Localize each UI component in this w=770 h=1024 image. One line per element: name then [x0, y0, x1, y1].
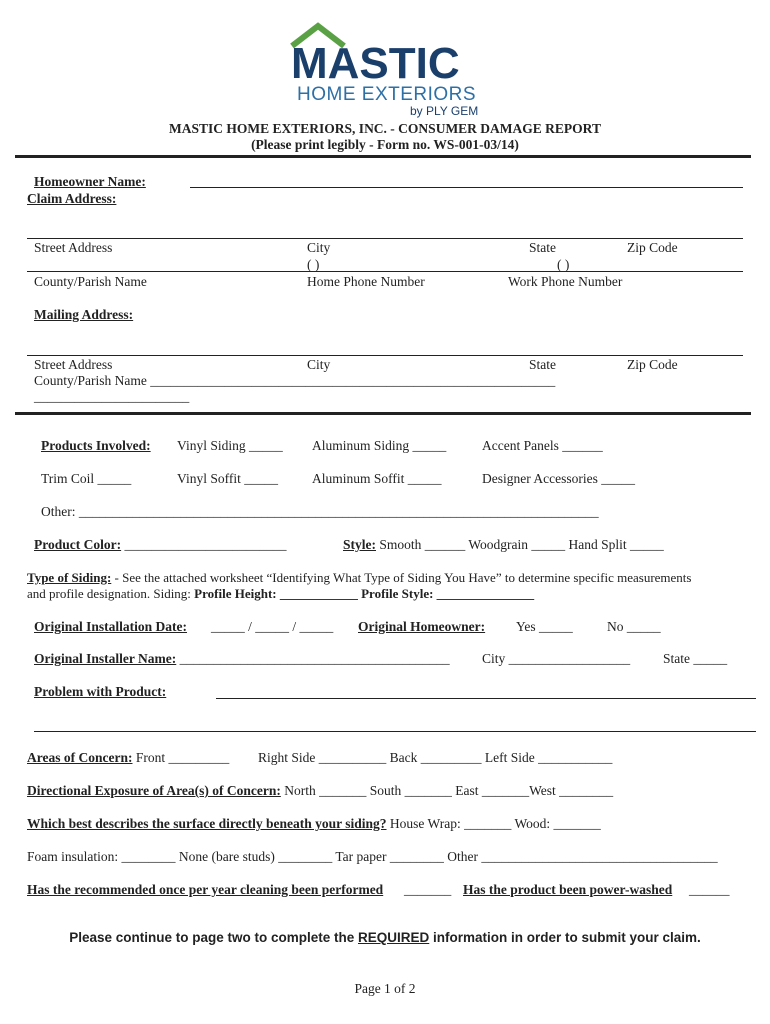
claim-county-caption: County/Parish Name: [34, 274, 147, 289]
mastic-logo: [285, 22, 485, 122]
mailing-zip-caption: Zip Code: [627, 357, 678, 372]
installer-row: [34, 651, 450, 667]
installer-name-field[interactable]: ________________________________________: [176, 651, 450, 666]
power-washed-label: Has the product been power-washed: [463, 882, 673, 897]
home-phone-area: ( ): [307, 257, 320, 272]
siding-type-line2: [27, 586, 534, 602]
style-row: [343, 537, 664, 553]
problem-field-line2[interactable]: [34, 731, 756, 732]
exposure-label: Directional Exposure of Area(s) of Concern:: [27, 783, 281, 798]
side-fields[interactable]: Right Side __________ Back _________ Left Side ___________: [258, 750, 613, 765]
mailing-county-continuation[interactable]: _______________________: [34, 389, 190, 404]
installer-state-field[interactable]: State _____: [663, 651, 728, 666]
claim-zip-caption: Zip Code: [627, 240, 678, 255]
required-text: REQUIRED: [358, 930, 430, 945]
aluminum-siding-option[interactable]: Aluminum Siding _____: [312, 438, 447, 453]
mailing-address-label: Mailing Address:: [34, 307, 134, 322]
mailing-divider: [15, 412, 751, 415]
continue-text-start: Please continue to page two to complete the: [69, 930, 358, 945]
continue-text-end: information in order to submit your claim.: [429, 930, 701, 945]
header-divider: [15, 155, 751, 158]
product-color-label: Product Color:: [34, 537, 122, 552]
areas-label: Areas of Concern:: [27, 750, 133, 765]
form-title: MASTIC HOME EXTERIORS, INC. - CONSUMER DAMAGE REPORT: [169, 121, 601, 136]
homeowner-name-field[interactable]: [190, 187, 743, 188]
cleaning-field[interactable]: _______: [404, 882, 452, 897]
front-field[interactable]: Front _________: [132, 750, 230, 765]
problem-label: Problem with Product:: [34, 684, 167, 699]
areas-row: [27, 750, 229, 766]
problem-field-line1[interactable]: [216, 698, 756, 699]
vinyl-siding-option[interactable]: Vinyl Siding _____: [177, 438, 283, 453]
siding-type-line1: [27, 570, 691, 586]
surface-row: [27, 816, 601, 832]
claim-street-caption: Street Address: [34, 240, 113, 255]
mailing-city-caption: City: [307, 357, 331, 372]
mailing-street-caption: Street Address: [34, 357, 113, 372]
form-subtitle: (Please print legibly - Form no. WS-001-03/14): [251, 137, 519, 152]
siding-type-instructions: - See the attached worksheet “Identifying What Type of Siding You Have” to determine specific measurements: [111, 570, 692, 585]
designer-accessories-option[interactable]: Designer Accessories _____: [482, 471, 635, 486]
claim-phone-field[interactable]: [27, 271, 743, 272]
profile-style-field[interactable]: Profile Style: _______________: [357, 586, 535, 601]
exposure-row: [27, 783, 613, 799]
siding-profile-intro: and profile designation. Siding:: [27, 586, 195, 601]
surface-options[interactable]: House Wrap: _______ Wood: _______: [386, 816, 601, 831]
home-phone-caption: Home Phone Number: [307, 274, 425, 289]
homeowner-name-label: Homeowner Name:: [34, 174, 146, 189]
claim-city-caption: City: [307, 240, 331, 255]
style-options[interactable]: Smooth ______ Woodgrain _____ Hand Split _____: [376, 537, 664, 552]
power-washed-field[interactable]: ______: [689, 882, 730, 897]
continue-notice: [0, 930, 770, 945]
page-number: Page 1 of 2: [354, 981, 416, 996]
trim-coil-option[interactable]: Trim Coil _____: [41, 471, 132, 486]
logo-brand: MASTIC: [291, 39, 460, 88]
products-involved-label: Products Involved:: [41, 438, 151, 453]
siding-type-label: Type of Siding:: [27, 570, 112, 585]
claim-street-field[interactable]: [27, 238, 743, 239]
style-label: Style:: [343, 537, 376, 552]
vinyl-soffit-option[interactable]: Vinyl Soffit _____: [177, 471, 278, 486]
original-homeowner-label: Original Homeowner:: [358, 619, 486, 634]
claim-address-label: Claim Address:: [27, 191, 117, 206]
exposure-options[interactable]: North _______ South _______ East _______West ________: [280, 783, 614, 798]
cleaning-label: Has the recommended once per year cleaning been performed: [27, 882, 384, 897]
surface-label: Which best describes the surface directly beneath your siding?: [27, 816, 387, 831]
logo-byline: by PLY GEM: [410, 104, 479, 118]
work-phone-caption: Work Phone Number: [508, 274, 623, 289]
product-color-row: [34, 537, 287, 553]
installer-city-field[interactable]: City __________________: [482, 651, 631, 666]
accent-panels-option[interactable]: Accent Panels ______: [482, 438, 603, 453]
homeowner-no-option[interactable]: No _____: [607, 619, 661, 634]
install-date-field[interactable]: _____ / _____ / _____: [211, 619, 334, 634]
work-phone-area: ( ): [557, 257, 570, 272]
claim-state-caption: State: [529, 240, 556, 255]
profile-height-field[interactable]: Profile Height: ____________: [194, 586, 358, 601]
mailing-county-field[interactable]: County/Parish Name ____________________________________________________________: [34, 373, 556, 388]
homeowner-yes-option[interactable]: Yes _____: [516, 619, 573, 634]
logo-subtitle: HOME EXTERIORS: [297, 84, 477, 105]
installer-name-label: Original Installer Name:: [34, 651, 177, 666]
product-color-field[interactable]: ________________________: [121, 537, 287, 552]
mailing-state-caption: State: [529, 357, 556, 372]
aluminum-soffit-option[interactable]: Aluminum Soffit _____: [312, 471, 442, 486]
other-product-field[interactable]: Other: _____________________________________________________________________________: [41, 504, 599, 519]
foam-row[interactable]: Foam insulation: ________ None (bare studs) ________ Tar paper ________ Other ___________________________________: [27, 849, 718, 864]
install-date-label: Original Installation Date:: [34, 619, 188, 634]
mailing-street-field[interactable]: [27, 355, 743, 356]
